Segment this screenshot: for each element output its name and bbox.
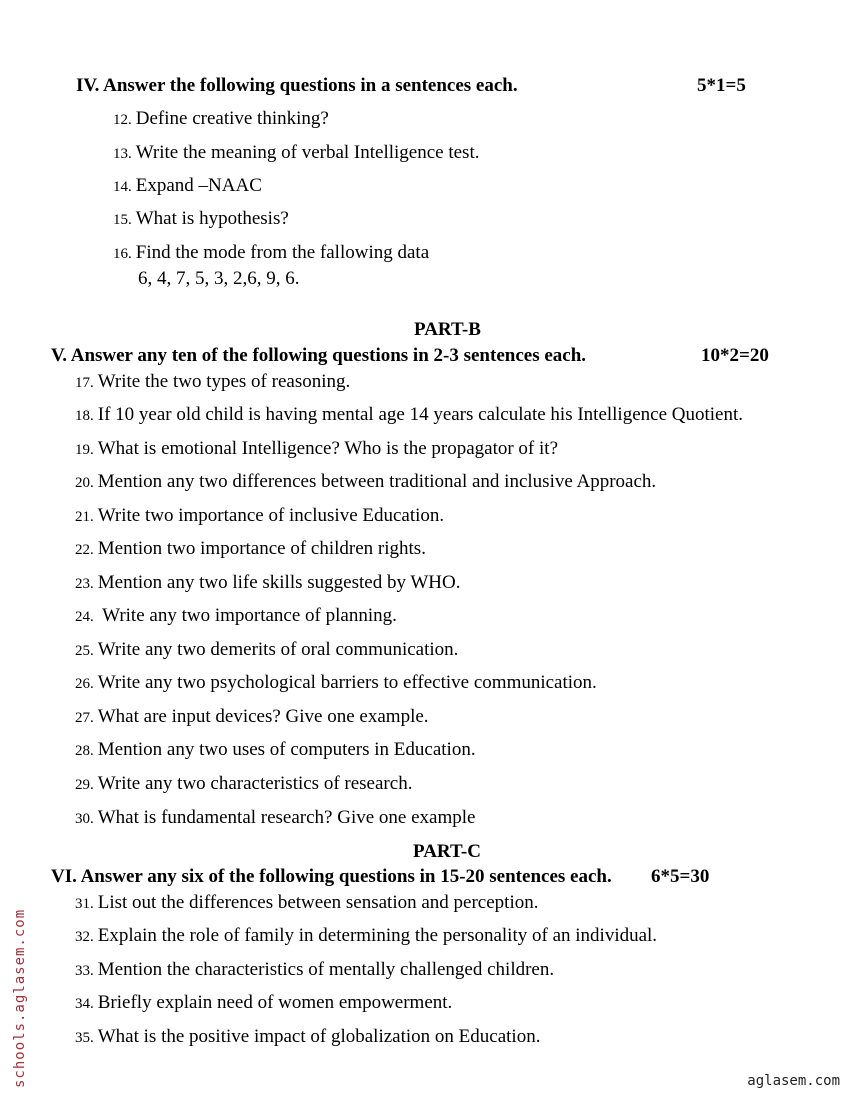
- question-25: [75, 639, 458, 661]
- question-33: [75, 959, 554, 981]
- question-text: Write two importance of inclusive Education.: [97, 505, 445, 526]
- question-text: Expand –NAAC: [135, 175, 262, 196]
- question-text: What is the positive impact of globalization on Education.: [97, 1026, 541, 1047]
- question-text: What is fundamental research? Give one example: [97, 807, 476, 828]
- question-text: Mention the characteristics of mentally challenged children.: [97, 959, 555, 980]
- part-c-title: PART-C: [413, 841, 481, 862]
- question-35: [75, 1026, 540, 1048]
- question-number: 24.: [75, 609, 94, 625]
- question-text: Mention any two differences between traditional and inclusive Approach.: [97, 471, 657, 492]
- question-30: [75, 807, 475, 829]
- question-number: 15.: [113, 212, 132, 228]
- question-text: Write any two characteristics of research.: [97, 773, 413, 794]
- question-number: 35.: [75, 1030, 94, 1046]
- question-number: 17.: [75, 375, 94, 391]
- part-b-title: PART-B: [414, 319, 481, 340]
- question-14: [113, 175, 262, 197]
- question-text: Mention any two uses of computers in Education.: [97, 739, 476, 760]
- question-number: 28.: [75, 743, 94, 759]
- question-20: [75, 471, 656, 493]
- question-number: 29.: [75, 777, 94, 793]
- question-text: Write the meaning of verbal Intelligence test.: [135, 142, 480, 163]
- question-text: Find the mode from the fallowing data: [135, 242, 430, 263]
- question-24: [75, 605, 397, 627]
- question-number: 32.: [75, 929, 94, 945]
- question-number: 18.: [75, 408, 94, 424]
- question-number: 13.: [113, 146, 132, 162]
- question-16: [113, 242, 429, 264]
- question-number: 34.: [75, 996, 94, 1012]
- question-15: [113, 208, 289, 230]
- question-17: [75, 371, 350, 393]
- question-13: [113, 142, 480, 164]
- question-number: 22.: [75, 542, 94, 558]
- question-text: What is hypothesis?: [135, 208, 289, 229]
- question-34: [75, 992, 452, 1014]
- question-number: 33.: [75, 963, 94, 979]
- question-number: 20.: [75, 475, 94, 491]
- question-text: Write any two psychological barriers to effective communication.: [97, 672, 597, 693]
- question-number: 25.: [75, 643, 94, 659]
- question-19: [75, 438, 558, 460]
- question-31: [75, 892, 538, 914]
- question-22: [75, 538, 426, 560]
- section-v-marks: 10*2=20: [701, 345, 769, 366]
- question-text: Briefly explain need of women empowerment.: [97, 992, 453, 1013]
- question-text: Mention any two life skills suggested by WHO.: [97, 572, 461, 593]
- question-29: [75, 773, 412, 795]
- section-vi-marks: 6*5=30: [651, 866, 710, 887]
- side-watermark: schools.aglasem.com: [12, 908, 28, 1088]
- question-text: List out the differences between sensation and perception.: [97, 892, 539, 913]
- question-27: [75, 706, 429, 728]
- question-number: 30.: [75, 811, 94, 827]
- question-12: [113, 108, 329, 130]
- question-16-data: 6, 4, 7, 5, 3, 2,6, 9, 6.: [138, 268, 300, 289]
- question-28: [75, 739, 476, 761]
- section-vi-heading: VI. Answer any six of the following questions in 15-20 sentences each.: [51, 866, 612, 887]
- question-number: 27.: [75, 710, 94, 726]
- question-number: 16.: [113, 246, 132, 262]
- section-iv-heading: IV. Answer the following questions in a sentences each.: [76, 75, 518, 96]
- question-23: [75, 572, 460, 594]
- question-number: 23.: [75, 576, 94, 592]
- question-text: Explain the role of family in determining the personality of an individual.: [97, 925, 658, 946]
- question-text: Write the two types of reasoning.: [97, 371, 351, 392]
- question-18: [75, 404, 743, 426]
- question-26: [75, 672, 597, 694]
- question-32: [75, 925, 657, 947]
- question-number: 31.: [75, 896, 94, 912]
- question-text: What are input devices? Give one example.: [97, 706, 429, 727]
- question-number: 26.: [75, 676, 94, 692]
- question-number: 21.: [75, 509, 94, 525]
- question-text: What is emotional Intelligence? Who is the propagator of it?: [97, 438, 558, 459]
- question-text: Mention two importance of children rights.: [97, 538, 426, 559]
- question-number: 19.: [75, 442, 94, 458]
- question-number: 12.: [113, 112, 132, 128]
- question-text: If 10 year old child is having mental age 14 years calculate his Intelligence Quotient.: [97, 404, 743, 425]
- question-text: Define creative thinking?: [135, 108, 329, 129]
- question-text: Write any two importance of planning.: [97, 605, 397, 626]
- question-text: Write any two demerits of oral communication.: [97, 639, 459, 660]
- section-iv-marks: 5*1=5: [697, 75, 746, 96]
- section-v-heading: V. Answer any ten of the following questions in 2-3 sentences each.: [51, 345, 587, 366]
- question-21: [75, 505, 444, 527]
- question-number: 14.: [113, 179, 132, 195]
- footer-watermark: aglasem.com: [747, 1073, 840, 1089]
